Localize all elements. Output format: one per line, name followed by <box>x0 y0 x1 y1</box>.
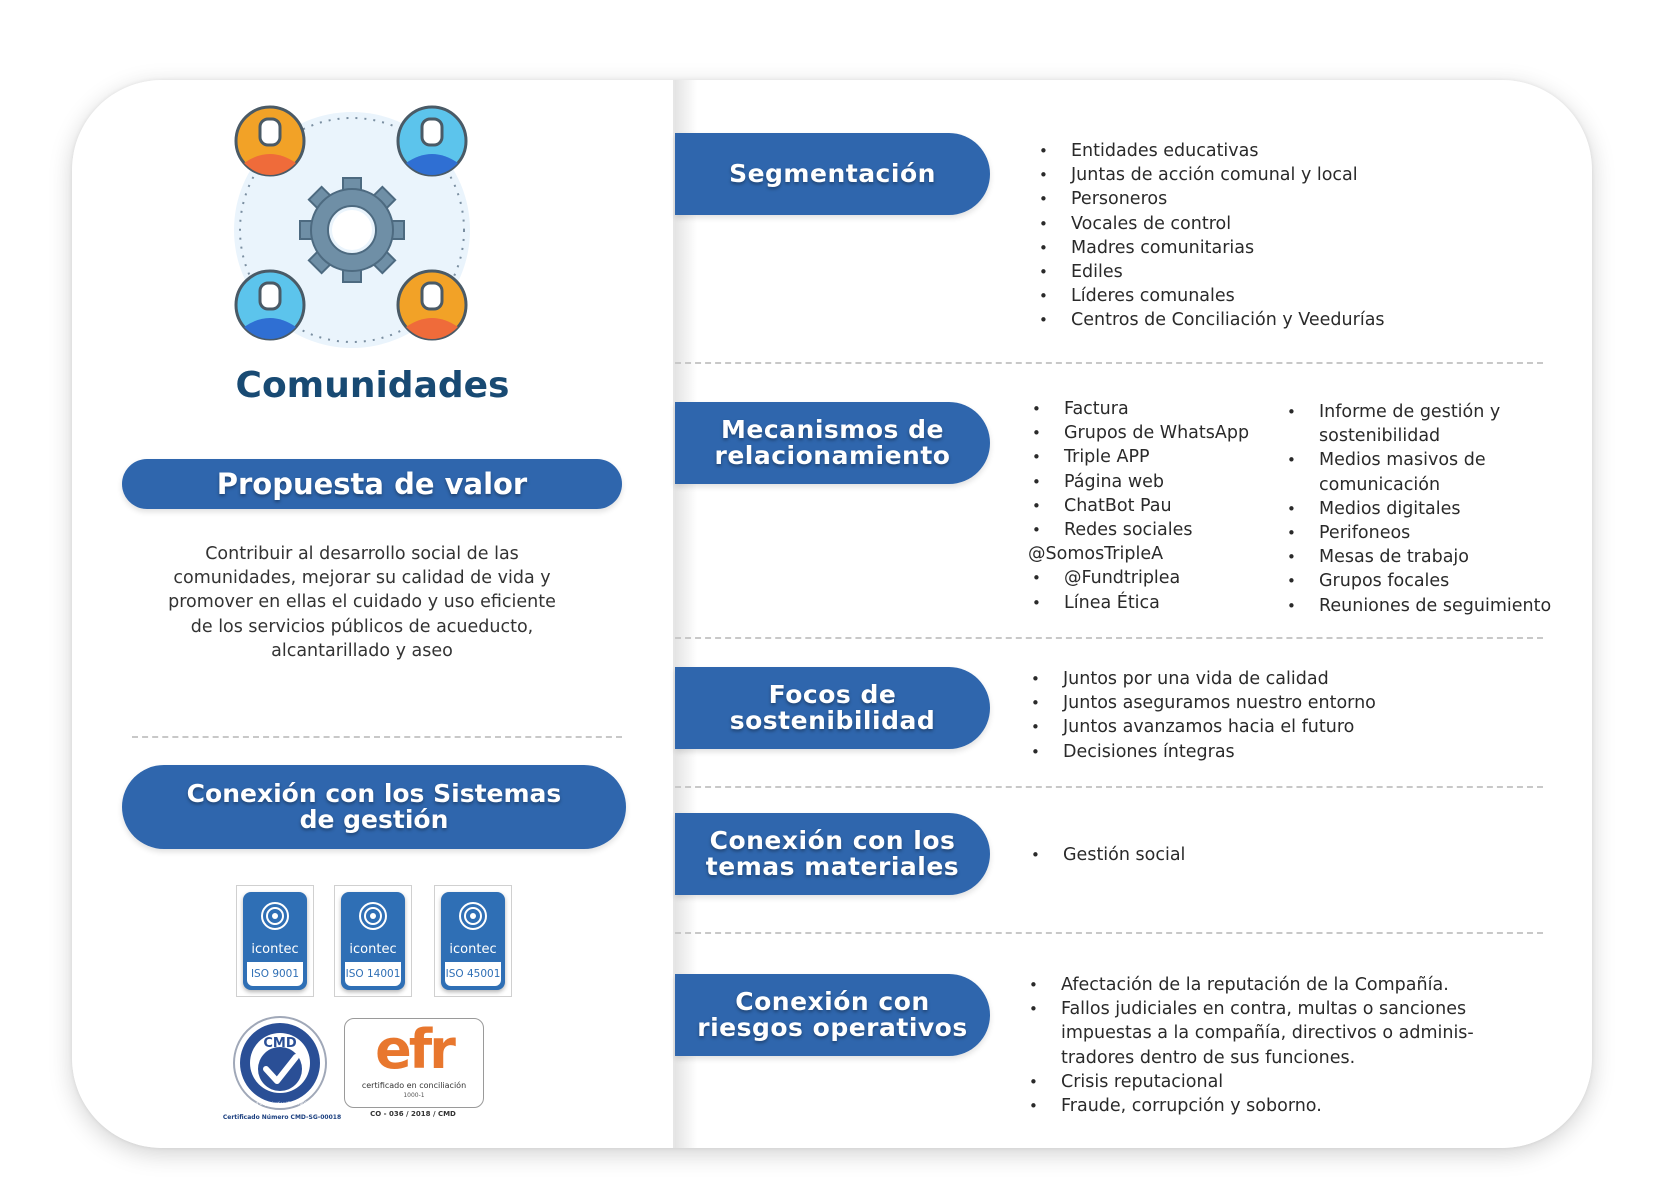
list-item: • @Fundtriplea <box>1028 566 1249 590</box>
segmentation-label: Segmentación <box>729 158 936 188</box>
list-item: • Líderes comunales <box>1035 284 1385 308</box>
material-topics-label-line2: temas materiales <box>705 852 960 881</box>
list-item: • Juntas de acción comunal y local <box>1035 163 1385 187</box>
badge-name: icontec <box>349 942 397 957</box>
list-item: • Personeros <box>1035 187 1385 211</box>
list-item: • Entidades educativas <box>1035 139 1385 163</box>
list-item: • Perifoneos <box>1283 521 1551 545</box>
focus-label-line2: sostenibilidad <box>729 706 936 735</box>
section-divider <box>675 637 1543 639</box>
badge-iso: ISO 45001 <box>445 962 501 986</box>
material-topics-label-line1: Conexión con los <box>709 825 956 855</box>
avatar-bottom-right-icon <box>398 271 466 339</box>
list-item: • Juntos aseguramos nuestro entorno <box>1027 691 1376 715</box>
list-item: • Gestión social <box>1027 843 1185 867</box>
stakeholder-card <box>72 80 1592 1148</box>
list-item: • Ediles <box>1035 260 1385 284</box>
left-panel <box>72 80 675 1148</box>
list-item: • Juntos por una vida de calidad <box>1027 667 1376 691</box>
list-item: • Redes sociales <box>1028 518 1249 542</box>
value-proposition-text: Contribuir al desarrollo social de las comunidades, mejorar su calidad de vida y promover en ellas el cuidado y uso eficiente de los servicios públicos de acueducto, alcantarillado y aseo <box>168 544 556 661</box>
list-item: • Centros de Conciliación y Veedurías <box>1035 308 1385 332</box>
section-divider <box>675 362 1543 364</box>
list-item: • Línea Ética <box>1028 591 1249 615</box>
risks-label-line2: riesgos operativos <box>697 1013 968 1042</box>
badge-name: icontec <box>449 942 497 957</box>
list-item: • Crisis reputacional <box>1025 1070 1474 1094</box>
list-item: • Medios digitales <box>1283 497 1551 521</box>
material-topics-header <box>675 813 990 895</box>
mechanisms-label-line1: Mecanismos de <box>721 414 944 444</box>
list-item: • Informe de gestión y <box>1283 400 1551 424</box>
list-item: • Página web <box>1028 470 1249 494</box>
section-divider <box>675 932 1543 934</box>
list-item: • Mesas de trabajo <box>1283 545 1551 569</box>
icontec-logo-icon <box>341 896 405 940</box>
segmentation-header <box>675 133 990 215</box>
list-item: • Madres comunitarias <box>1035 236 1385 260</box>
list-item: • ChatBot Pau <box>1028 494 1249 518</box>
list-item-continuation-text: sostenibilidad <box>1319 426 1441 447</box>
value-proposition-header <box>122 459 622 509</box>
list-item-continuation <box>1025 1046 1474 1070</box>
list-item: @SomosTripleA <box>1028 544 1164 565</box>
list-item: • Medios masivos de <box>1283 448 1551 472</box>
mechanisms-label-line2: relacionamiento <box>714 441 951 470</box>
list-item: • Grupos focales <box>1283 569 1551 593</box>
list-item-continuation <box>1283 424 1551 448</box>
list-item-continuation <box>1025 1021 1474 1045</box>
icontec-logo-icon <box>243 896 307 940</box>
value-proposition-label: Propuesta de valor <box>216 466 528 501</box>
focus-header <box>675 667 990 749</box>
gear-icon <box>300 178 404 282</box>
risks-label-line1: Conexión con <box>735 986 930 1016</box>
list-item: • Fallos judiciales en contra, multas o sanciones <box>1025 997 1474 1021</box>
list-item: • Factura <box>1028 397 1249 421</box>
cmd-caption: Certificado Número CMD-SG-00018 <box>222 1114 342 1121</box>
focus-label-line1: Focos de <box>768 679 897 709</box>
risks-header <box>675 974 990 1056</box>
right-panel <box>675 80 1592 1148</box>
list-item: • Vocales de control <box>1035 212 1385 236</box>
iso-14001-badge <box>334 885 412 997</box>
badge-iso: ISO 9001 <box>247 962 303 986</box>
list-item-continuation <box>1283 473 1551 497</box>
left-divider <box>132 736 622 738</box>
cmd-logo-text: CMD <box>263 1036 297 1051</box>
avatar-top-right-icon <box>398 107 466 175</box>
focus-list <box>1027 667 1376 764</box>
list-item: • Juntos avanzamos hacia el futuro <box>1027 715 1376 739</box>
efr-logo-text: efr <box>375 1018 453 1081</box>
cmd-arc-text: Certified Organization ISO 37001:2016 <box>241 1101 319 1106</box>
systems-label: Conexión con los Sistemas de gestión <box>186 778 562 834</box>
iso-45001-badge <box>434 885 512 997</box>
community-illustration <box>222 105 482 355</box>
list-item: • Grupos de WhatsApp <box>1028 421 1249 445</box>
list-item: • Decisiones íntegras <box>1027 740 1376 764</box>
efr-caption: CO - 036 / 2018 / CMD <box>370 1110 456 1118</box>
systems-header <box>122 765 626 849</box>
cmd-seal-icon <box>232 1015 328 1111</box>
list-item-continuation-text: impuestas a la compañía, directivos o adminis- <box>1061 1023 1474 1044</box>
mechanisms-header <box>675 402 990 484</box>
efr-code: 1000-1 <box>403 1092 425 1099</box>
mechanisms-list-col2 <box>1283 400 1551 618</box>
efr-subtitle: certificado en conciliación <box>361 1081 467 1090</box>
stakeholder-title: Comunidades <box>235 365 510 406</box>
list-item: • Afectación de la reputación de la Compañía. <box>1025 973 1474 997</box>
efr-logo <box>344 1018 484 1108</box>
badge-iso: ISO 14001 <box>345 962 401 986</box>
list-item: • Triple APP <box>1028 445 1249 469</box>
icontec-logo-icon <box>441 896 505 940</box>
risks-list <box>1025 973 1474 1118</box>
list-item: • Reuniones de seguimiento <box>1283 594 1551 618</box>
list-item-continuation-text: tradores dentro de sus funciones. <box>1061 1047 1356 1068</box>
iso-9001-badge <box>236 885 314 997</box>
mechanisms-list-col1 <box>1028 397 1249 615</box>
list-item: • Fraude, corrupción y soborno. <box>1025 1094 1474 1118</box>
section-divider <box>675 786 1543 788</box>
segmentation-list <box>1035 139 1385 333</box>
list-item-continuation-text: comunicación <box>1319 474 1441 495</box>
avatar-top-left-icon <box>236 107 304 175</box>
material-topics-list <box>1027 843 1185 867</box>
avatar-bottom-left-icon <box>236 271 304 339</box>
badge-name: icontec <box>251 942 299 957</box>
